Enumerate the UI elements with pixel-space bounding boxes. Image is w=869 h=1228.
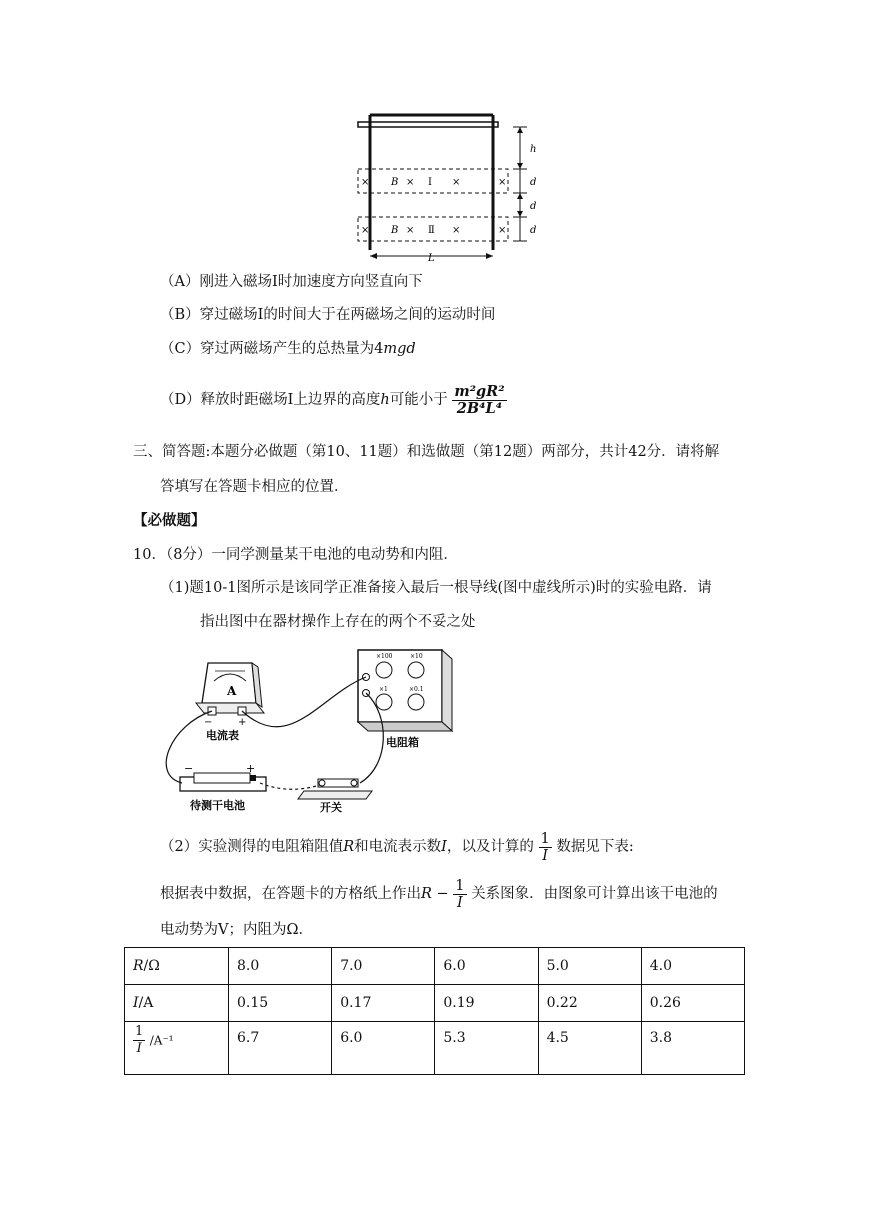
switch [298, 779, 372, 814]
label-d2: d [530, 201, 537, 212]
table-cell: 0.15 [229, 985, 332, 1022]
label-field-2: Ⅱ [428, 225, 435, 236]
q10-part4: 电动势为V；内阻为Ω． [160, 922, 313, 938]
ammeter [196, 663, 264, 742]
q10-part1-line1: （1)题10-1图所示是该同学正准备接入最后一根导线(图中虚线所示)时的实验电路．请 [160, 580, 712, 596]
ammeter-plus: + [238, 717, 247, 728]
option-b: （B）穿过磁场Ⅰ的时间大于在两磁场之间的运动时间 [160, 307, 496, 323]
table-cell: 0.22 [538, 985, 641, 1022]
battery-label: 待测干电池 [190, 799, 245, 812]
q10-part3: 根据表中数据，在答题卡的方格纸上作出R − $\frac{1}{I}$ 关系图象．由图象可计算出该干电池的 [160, 877, 718, 911]
table-cell: 6.7 [229, 1022, 332, 1075]
fraction-one-over-i: $\frac{1}{I}$ [540, 830, 550, 864]
option-c: （C）穿过两磁场产生的总热量为4mgd [160, 341, 416, 357]
dial-x01: ×0.1 [409, 686, 424, 693]
data-table [124, 947, 745, 1075]
ammeter-label: 电流表 [206, 729, 239, 742]
table-cell: 0.26 [641, 985, 744, 1022]
table-cell: 0.19 [435, 985, 538, 1022]
label-field-1: Ⅰ [428, 177, 432, 188]
table-cell: 8.0 [229, 948, 332, 985]
cross-mark: × [452, 225, 461, 236]
option-a: （A）刚进入磁场Ⅰ时加速度方向竖直向下 [160, 274, 423, 290]
section3-line1: 三、简答题:本题分必做题（第10、11题）和选做题（第12题）两部分，共计42分．请将解 [133, 444, 720, 460]
q10-part1-line2: 指出图中在器材操作上存在的两个不妥之处 [200, 614, 476, 630]
label-B1: B [391, 177, 399, 188]
table-cell: 7.0 [332, 948, 435, 985]
table-cell: 4.0 [641, 948, 744, 985]
table-cell: 3.8 [641, 1022, 744, 1075]
cross-mark: × [406, 225, 415, 236]
table-cell: 6.0 [332, 1022, 435, 1075]
dial-x1: ×1 [379, 686, 388, 693]
fraction-one-over-i-2: $\frac{1}{I}$ [455, 877, 465, 911]
cross-mark: × [406, 177, 415, 188]
ammeter-minus: − [204, 717, 213, 728]
table-row [125, 985, 745, 1022]
cross-mark: × [452, 177, 461, 188]
option-d-fraction: $\frac{\text{m²gR²}}{\text{2B⁴L⁴}}$ [454, 382, 505, 417]
table-cell: 0.17 [332, 985, 435, 1022]
row-label-inv-i: $\frac{1}{I}$ /A⁻¹ [125, 1022, 229, 1075]
row-label-r: R/Ω [125, 948, 229, 985]
label-d3: d [530, 225, 537, 236]
label-B2: B [391, 225, 399, 236]
table-cell: 5.3 [435, 1022, 538, 1075]
option-d: （D）释放时距磁场Ⅰ上边界的高度h可能小于 $\frac{\text{m²gR²}}{\text{2B⁴L⁴}}$ [160, 382, 505, 417]
table-cell: 6.0 [435, 948, 538, 985]
switch-label: 开关 [320, 801, 342, 814]
label-L: L [428, 253, 435, 264]
dial-x100: ×100 [376, 653, 393, 660]
magnetic-field-figure [350, 110, 550, 265]
table-row [125, 948, 745, 985]
cross-mark: × [361, 225, 370, 236]
table-row [125, 1022, 745, 1075]
battery [180, 762, 266, 812]
resistance-box-label: 电阻箱 [386, 736, 419, 749]
required-heading: 【必做题】 [133, 512, 206, 529]
section3-line2: 答填写在答题卡相应的位置． [160, 479, 349, 495]
cross-mark: × [498, 177, 507, 188]
ammeter-letter: A [227, 684, 237, 698]
table-cell: 5.0 [538, 948, 641, 985]
q10-stem: 10．（8分）一同学测量某干电池的电动势和内阻． [133, 547, 458, 563]
dial-x10: ×10 [410, 653, 423, 660]
battery-plus: + [246, 762, 256, 775]
label-h: h [530, 144, 537, 155]
label-d1: d [530, 177, 537, 188]
q10-part2: （2）实验测得的电阻箱阻值R和电流表示数I，以及计算的 $\frac{1}{I}$ 数据见下表: [160, 830, 634, 864]
cross-mark: × [498, 225, 507, 236]
battery-minus: − [184, 762, 194, 775]
cross-mark: × [361, 177, 370, 188]
circuit-figure [160, 645, 460, 817]
table-cell: 4.5 [538, 1022, 641, 1075]
row-label-i: I/A [125, 985, 229, 1022]
